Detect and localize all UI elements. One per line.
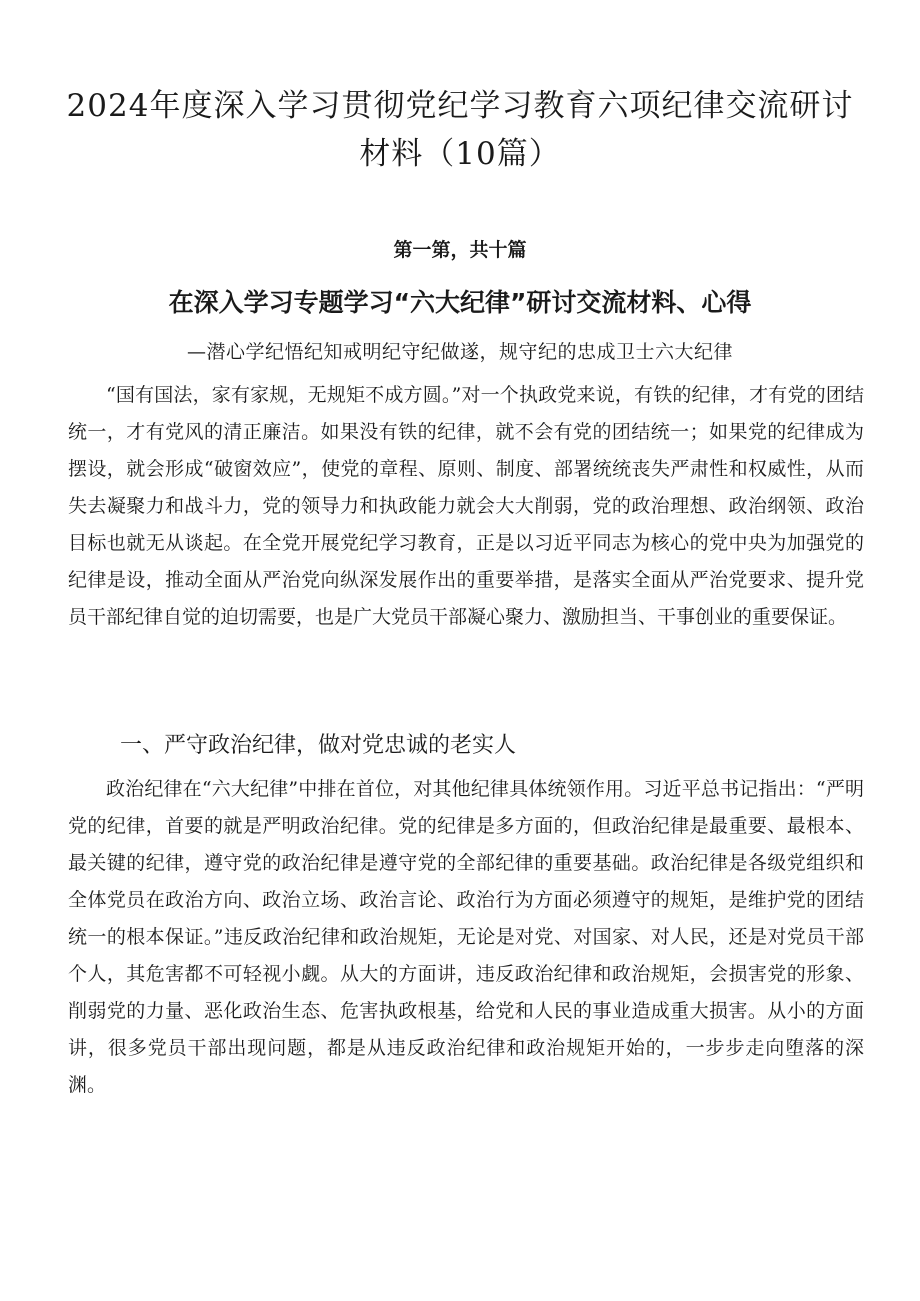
paragraph-intro: “国有国法，家有家规，无规矩不成方圆。”对一个执政党来说，有铁的纪律，才有党的团结统一，才有党风的清正廉洁。如果没有铁的纪律，就不会有党的团结统一；如果党的纪律成为摆设，就会形成“破窗效应”，使党的章程、原则、制度、部署统统丧失严肃性和权威性，从而失去凝聚力和战斗力，党的领导力和执政能力就会大大削弱，党的政治理想、政治纲领、政治目标也就无从谈起。在全党开展党纪学习教育，正是以习近平同志为核心的党中央为加强党的纪律是设，推动全面从严治党向纵深发展作出的重要举措，是落实全面从严治党要求、提升党员干部纪律自觉的迫切需要，也是广大党员干部凝心聚力、激励担当、干事创业的重要保证。 (68, 384, 864, 628)
section-heading-1: 一、严守政治纪律，做对党忠诚的老实人 (120, 733, 517, 758)
article-subtitle: —潜心学纪悟纪知戒明纪守纪做遂，规守纪的忠成卫士六大纪律 (186, 341, 733, 363)
paragraph-political-discipline: 政治纪律在“六大纪律”中排在首位，对其他纪律具体统领作用。习近平总书记指出：“严明党的纪律，首要的就是严明政治纪律。党的纪律是多方面的，但政治纪律是最重要、最根本、最关键的纪律，遵守党的政治纪律是遵守党的全部纪律的重要基础。政治纪律是各级党组织和全体党员在政治方向、政治立场、政治言论、政治行为方面必须遵守的规矩，是维护党的团结统一的根本保证。”违反政治纪律和政治规矩，无论是对党、对国家、对人民，还是对党员干部个人，其危害都不可轻视小觑。从大的方面讲，违反政治纪律和政治规矩，会损害党的形象、削弱党的力量、恶化政治生态、危害执政根基，给党和人民的事业造成重大损害。从小的方面讲，很多党员干部出现问题，都是从违反政治纪律和政治规矩开始的，一步步走向堕落的深渊。 (68, 778, 864, 1096)
document-title: 2024年度深入学习贯彻党纪学习教育六项纪律交流研讨材料（10篇） (66, 88, 854, 172)
part-label: 第一第，共十篇 (393, 239, 527, 261)
article-title: 在深入学习专题学习“六大纪律”研讨交流材料、心得 (168, 288, 752, 317)
